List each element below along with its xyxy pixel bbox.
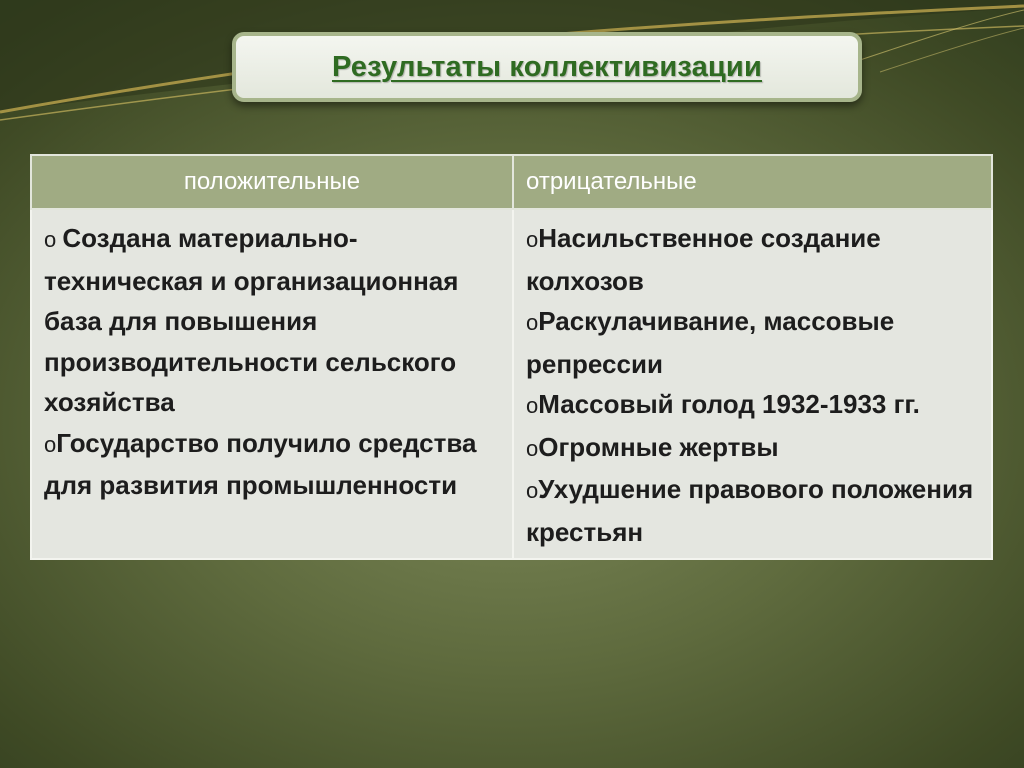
bullet-icon: o [526,310,539,335]
list-item-text: Массовый голод 1932-1933 гг. [538,389,920,419]
results-table [30,154,993,560]
bullet-icon: o [526,393,539,418]
bullet-icon: o [526,227,539,252]
list-item-text: Насильственное создание колхозов [526,223,881,296]
positive-cell [31,209,513,559]
list-item-text: Огромные жертвы [538,431,779,462]
list-item [526,301,985,384]
list-item [526,469,985,552]
bullet-icon: o [44,431,57,457]
slide-title: Результаты коллективизации [331,50,762,83]
negative-cell [513,209,992,559]
header-negative: отрицательные [513,155,992,209]
list-item-text: Создана материально-техническая и организационная база для повышения производительности сельского хозяйства [44,223,459,417]
list-item [526,384,985,427]
list-item [526,427,985,470]
list-item [44,423,506,506]
table-row [31,209,992,559]
bullet-icon: o [526,478,539,503]
list-item [44,218,506,423]
list-item-text: Ухудшение правового положения крестьян [526,474,974,547]
table-header-row [31,155,992,209]
bullet-icon: o [44,227,63,252]
bullet-icon: o [526,435,539,461]
title-banner [232,32,862,102]
list-item-text: Раскулачивание, массовые репрессии [526,306,895,379]
list-item-text: Государство получило средства для развития промышленности [44,427,477,500]
list-item [526,218,985,301]
header-positive: положительные [31,155,513,209]
